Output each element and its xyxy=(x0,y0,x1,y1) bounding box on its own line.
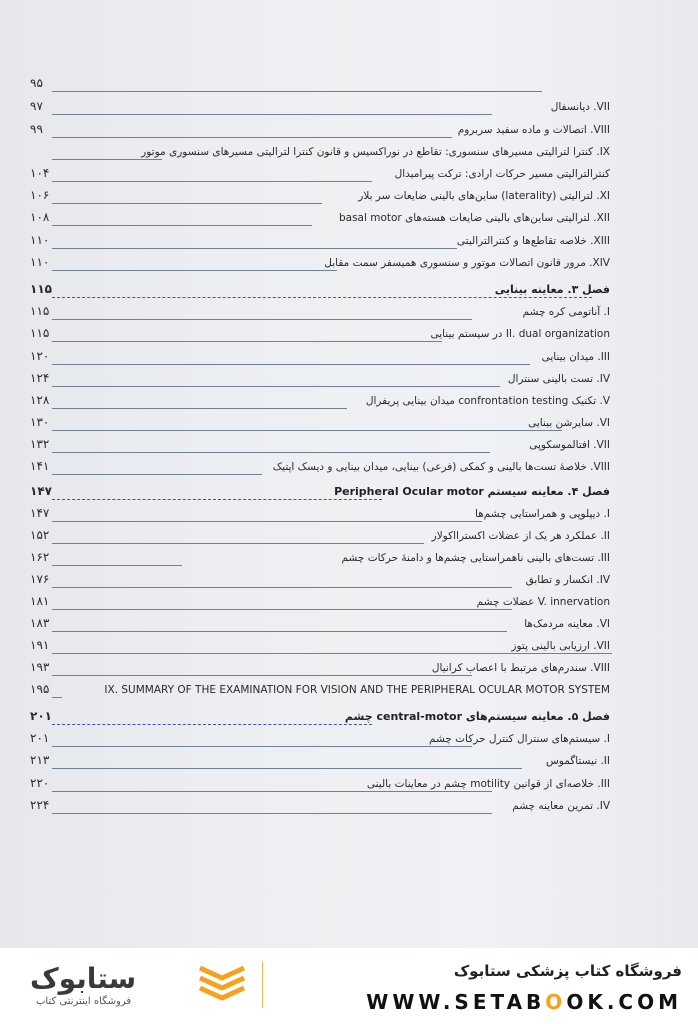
toc-page-number: ۲۰۱ xyxy=(30,731,50,745)
toc-leader-line xyxy=(52,746,472,747)
toc-page-number: ۲۱۳ xyxy=(30,753,50,767)
toc-chapter-row xyxy=(30,278,610,298)
toc-row xyxy=(30,411,610,431)
toc-row xyxy=(30,678,610,698)
toc-leader-line xyxy=(52,631,507,632)
toc-leader-line xyxy=(52,813,492,814)
toc-page-number: ۱۱۵ xyxy=(30,282,52,296)
toc-leader-line xyxy=(52,609,512,610)
toc-leader-line xyxy=(52,319,472,320)
toc-row xyxy=(30,345,610,365)
toc-entry-text: XIII. خلاصه تقاطع‌ها و کنترالترالیتی xyxy=(456,235,610,247)
toc-row xyxy=(30,612,610,632)
logo-subtitle: فروشگاه اینترنتی کتاب xyxy=(36,996,132,1007)
toc-page-number: ۱۹۱ xyxy=(30,638,50,652)
toc-leader-line xyxy=(52,225,312,226)
toc-page-number: ۱۲۴ xyxy=(30,371,50,385)
toc-row xyxy=(30,590,610,610)
toc-page-number: ۱۶۲ xyxy=(30,550,50,564)
toc-entry-text: IV. انکسار و تطابق xyxy=(525,574,610,586)
toc-entry-text: I. دیپلوپی و همراستایی چشم‌ها xyxy=(475,508,610,520)
toc-page-number: ۱۸۱ xyxy=(30,594,50,608)
toc-leader-line xyxy=(52,270,337,271)
toc-page-number: ۹۹ xyxy=(30,122,43,136)
toc-page-number: ۱۴۷ xyxy=(30,506,50,520)
toc-leader-line xyxy=(52,768,522,769)
toc-page-number: ۱۲۰ xyxy=(30,349,50,363)
footer-divider xyxy=(262,962,263,1008)
toc-entry-text: VII. دیانسفال xyxy=(550,101,610,113)
toc-row xyxy=(30,794,610,814)
toc-page-number: ۹۷ xyxy=(30,99,43,113)
toc-row xyxy=(30,727,610,747)
url-part-o: O xyxy=(545,990,567,1014)
toc-leader-line xyxy=(52,91,542,92)
toc-leader-line xyxy=(52,386,500,387)
toc-entry-text: VII. افتالموسکوپی xyxy=(529,439,610,451)
toc-leader-line xyxy=(52,724,372,725)
toc-entry-text: III. میدان بینایی xyxy=(541,351,610,363)
toc-row xyxy=(30,72,610,92)
toc-leader-line xyxy=(52,364,530,365)
toc-entry-text: XII. لترالیتی ساین‌های بالینی ضایعات هسته‌های basal motor xyxy=(338,212,610,224)
toc-leader-line xyxy=(52,565,182,566)
toc-page-number: ۱۰۸ xyxy=(30,210,50,224)
toc-entry-text: IX. کنترا لترالیتی مسیرهای سنسوری: تقاطع در نوراکسیس و قانون کنترا لترالیتی مسیرهای سنسوری موتور xyxy=(141,146,610,158)
toc-entry-text: IV. تمرین معاینه چشم xyxy=(512,800,610,812)
toc-chapter-row xyxy=(30,705,610,725)
toc-leader-line xyxy=(52,297,592,298)
toc-page-number: ۱۱۵ xyxy=(30,304,50,318)
toc-row xyxy=(30,749,610,769)
toc-page-number: ۱۰۶ xyxy=(30,188,50,202)
toc-entry-text: فصل ۳. معاینه بینایی xyxy=(494,283,610,296)
toc-leader-line xyxy=(52,137,452,138)
toc-row xyxy=(30,229,610,249)
toc-entry-text: II. نیستاگموس xyxy=(545,755,610,767)
toc-entry-text: IV. تست بالینی سنترال xyxy=(507,373,610,385)
toc-leader-line xyxy=(52,341,442,342)
toc-page-number: ۲۲۴ xyxy=(30,798,50,812)
toc-entry-text: I. آناتومی کره چشم xyxy=(522,306,610,318)
toc-leader-line xyxy=(52,159,162,160)
toc-entry-text: III. تست‌های بالینی ناهمراستایی چشم‌ها و دامنهٔ حرکات چشم xyxy=(341,552,610,564)
toc-row xyxy=(30,455,610,475)
toc-page-number: ۱۰۴ xyxy=(30,166,50,180)
toc-entry-text: II. dual organization در سیستم بینایی xyxy=(430,328,610,340)
toc-entry-text: VIII. سندرم‌های مرتبط با اعصاب کرانیال xyxy=(431,662,610,674)
toc-entry-text: VII. ارزیابی بالینی پتوز xyxy=(511,640,610,652)
toc-page-number: ۲۰۱ xyxy=(30,709,52,723)
toc-page-number: ۱۳۲ xyxy=(30,437,50,451)
toc-leader-line xyxy=(52,697,62,698)
toc-entry-text: VIII. خلاصهٔ تست‌ها بالینی و کمکی (فرعی) بینایی، میدان بینایی و دیسک اپتیک xyxy=(272,461,610,473)
toc-page-number: ۱۹۳ xyxy=(30,660,50,674)
toc-entry-text: II. عملکرد هر یک از عضلات اکسترااکولار xyxy=(431,530,610,542)
url-part-2: OK.COM xyxy=(566,990,682,1014)
toc-entry-text: VI. سایرشن بینایی xyxy=(528,417,610,429)
toc-row xyxy=(30,367,610,387)
toc-leader-line xyxy=(52,203,322,204)
toc-entry-text: IX. SUMMARY OF THE EXAMINATION FOR VISION AND THE PERIPHERAL OCULAR MOTOR SYSTEM xyxy=(104,684,610,696)
toc-row xyxy=(30,251,610,271)
toc-row xyxy=(30,634,610,654)
toc-entry-text: فصل ۵. معاینه سیستم‌های central-motor چشم xyxy=(344,710,610,723)
toc-page-number: ۱۱۵ xyxy=(30,326,50,340)
toc-leader-line xyxy=(52,543,424,544)
toc-row xyxy=(30,502,610,522)
toc-leader-line xyxy=(52,653,612,654)
toc-row xyxy=(30,389,610,409)
toc-row xyxy=(30,184,610,204)
toc-row xyxy=(30,206,610,226)
toc-page-number: ۱۲۸ xyxy=(30,393,50,407)
toc-leader-line xyxy=(52,499,382,500)
toc-entry-text: فصل ۴. معاینه سیستم Peripheral Ocular motor xyxy=(334,485,610,498)
toc-page-number: ۲۲۰ xyxy=(30,776,50,790)
toc-row xyxy=(30,546,610,566)
toc-page-number: ۱۳۰ xyxy=(30,415,50,429)
toc-page-number: ۱۴۷ xyxy=(30,484,52,498)
toc-page-number: ۱۷۶ xyxy=(30,572,50,586)
toc-leader-line xyxy=(52,675,472,676)
toc-leader-line xyxy=(52,474,262,475)
toc-entry-text: I. سیستم‌های سنترال کنترل حرکات چشم xyxy=(428,733,610,745)
toc-row xyxy=(30,162,610,182)
toc-leader-line xyxy=(52,408,347,409)
toc-entry-text: XI. لترالیتی (laterality) ساین‌های بالینی ضایعات سر بلار xyxy=(358,190,610,202)
toc-leader-line xyxy=(52,587,512,588)
toc-row xyxy=(30,524,610,544)
toc-entry-text: VI. معاینه مردمک‌ها xyxy=(524,618,610,630)
toc-leader-line xyxy=(52,430,562,431)
toc-row xyxy=(30,656,610,676)
logo-wordmark: ستابوک xyxy=(30,962,137,995)
toc-entry-text: VIII. اتصالات و ماده سفید سربروم xyxy=(457,124,610,136)
toc-leader-line xyxy=(52,791,492,792)
toc-leader-line xyxy=(52,114,492,115)
url-part-1: WWW.SETAB xyxy=(366,990,546,1014)
toc-entry-text: XIV. مرور قانون اتصالات موتور و سنسوری همیسفر سمت مقابل xyxy=(324,257,610,269)
toc-entry-text: V. تکنیک confrontation testing میدان بینایی پریفرال xyxy=(365,395,610,407)
toc-row xyxy=(30,322,610,342)
toc-row xyxy=(30,433,610,453)
toc-row xyxy=(30,118,610,138)
toc-page-number: ۹۵ xyxy=(30,76,43,90)
setabook-chevron-logo-icon xyxy=(198,964,246,1004)
toc-row xyxy=(30,300,610,320)
store-name: فروشگاه کتاب پزشکی ستابوک xyxy=(453,962,682,980)
store-url[interactable] xyxy=(366,990,682,1014)
toc-row xyxy=(30,95,610,115)
toc-row xyxy=(30,140,610,160)
toc-chapter-row xyxy=(30,480,610,500)
store-footer xyxy=(0,948,698,1024)
toc-page-number: ۱۸۳ xyxy=(30,616,50,630)
toc-page-number: ۱۴۱ xyxy=(30,459,50,473)
toc-row xyxy=(30,568,610,588)
toc-entry-text: کنترالترالیتی مسیر حرکات ارادی: ترکت پیرامیدال xyxy=(394,168,610,180)
toc-entry-text: III. خلاصه‌ای از قوانین motility چشم در معاینات بالینی xyxy=(366,778,610,790)
toc-page-number: ۱۱۰ xyxy=(30,255,50,269)
toc-leader-line xyxy=(52,452,490,453)
toc-row xyxy=(30,772,610,792)
toc-leader-line xyxy=(52,248,457,249)
toc-page-number: ۱۹۵ xyxy=(30,682,50,696)
toc-page-number: ۱۱۰ xyxy=(30,233,50,247)
toc-leader-line xyxy=(52,181,372,182)
toc-page-number: ۱۵۲ xyxy=(30,528,50,542)
toc-entry-text: V. innervation عضلات چشم xyxy=(476,596,610,608)
toc-leader-line xyxy=(52,521,482,522)
